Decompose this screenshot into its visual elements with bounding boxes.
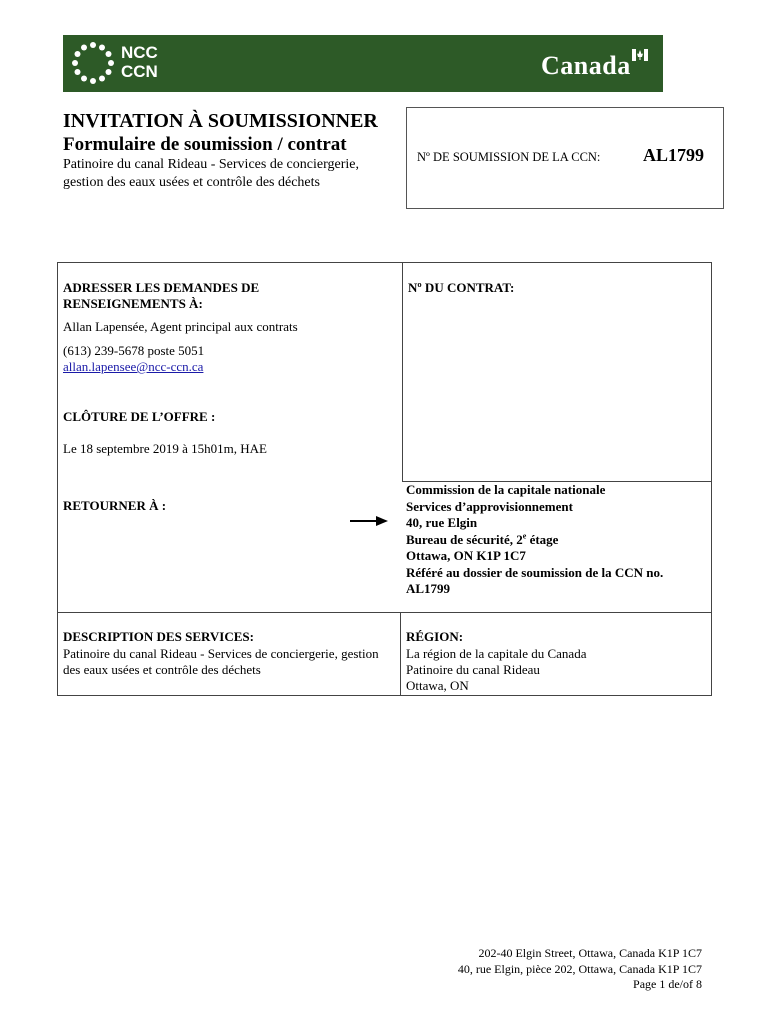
project-description: Patinoire du canal Rideau - Services de conciergerie, gestion des eaux usées et contrôle des déchets: [63, 157, 359, 190]
logo-line-ccn: CCN: [121, 62, 158, 81]
address-floor-sup: e: [522, 531, 527, 541]
divider: [402, 262, 403, 481]
address-line: Commission de la capitale nationale: [406, 482, 606, 497]
divider: [400, 612, 401, 696]
canada-flag-icon: [632, 49, 648, 61]
services-description: Patinoire du canal Rideau - Services de conciergerie, gestion des eaux usées et contrôle des déchets: [63, 646, 379, 677]
return-address: [406, 482, 706, 598]
page-subtitle: Formulaire de soumission / contrat: [63, 134, 347, 155]
ncc-logo-icon: [71, 41, 115, 85]
header-banner: [63, 35, 663, 92]
region-label: RÉGION:: [406, 629, 464, 644]
footer-address-en: 202-40 Elgin Street, Ottawa, Canada K1P 1C7: [478, 946, 702, 960]
address-line: Référé au dossier de soumission de la CCN no.: [406, 564, 664, 580]
address-line: Ottawa, ON K1P 1C7: [406, 548, 526, 563]
address-floor-text: Bureau de sécurité, 2: [406, 531, 523, 547]
contact-email-link[interactable]: allan.lapensee@ncc-ccn.ca: [63, 359, 204, 374]
bid-number-box: [406, 107, 724, 209]
services-label: DESCRIPTION DES SERVICES:: [63, 629, 254, 644]
arrow-right-icon: [350, 514, 388, 528]
region-details: [406, 646, 586, 694]
contract-number-label: Nº DU CONTRAT:: [408, 280, 515, 295]
contact-name: Allan Lapensée, Agent principal aux contrats: [63, 319, 298, 334]
page-number: Page 1 de/of 8: [633, 977, 702, 991]
region-line: Ottawa, ON: [406, 678, 469, 693]
bid-number-label: Nº DE SOUMISSION DE LA CCN:: [417, 150, 601, 164]
page-footer: [458, 946, 702, 993]
page-title: INVITATION À SOUMISSIONNER: [63, 110, 378, 132]
address-line: [406, 532, 706, 549]
address-line: 40, rue Elgin: [406, 515, 478, 530]
footer-address-fr: 40, rue Elgin, pièce 202, Ottawa, Canada K1P 1C7: [457, 961, 702, 976]
canada-wordmark: Canada: [541, 51, 631, 80]
address-line: AL1799: [406, 581, 451, 596]
inquiries-label: ADRESSER LES DEMANDES DE RENSEIGNEMENTS À:: [63, 280, 260, 311]
bid-number-value: AL1799: [643, 145, 705, 165]
contact-phone: (613) 239-5678 poste 5051: [63, 343, 205, 358]
closing-label: CLÔTURE DE L’OFFRE :: [63, 409, 216, 424]
region-line: La région de la capitale du Canada: [406, 646, 587, 661]
region-line: Patinoire du canal Rideau: [406, 662, 540, 677]
logo-line-ncc: NCC: [121, 43, 158, 62]
closing-date: Le 18 septembre 2019 à 15h01m, HAE: [63, 441, 267, 456]
address-line: Services d’approvisionnement: [406, 498, 573, 514]
address-floor-suffix: étage: [526, 531, 559, 547]
divider: [57, 612, 712, 613]
return-to-label: RETOURNER À :: [63, 498, 167, 513]
ncc-logo-text: [121, 43, 158, 81]
